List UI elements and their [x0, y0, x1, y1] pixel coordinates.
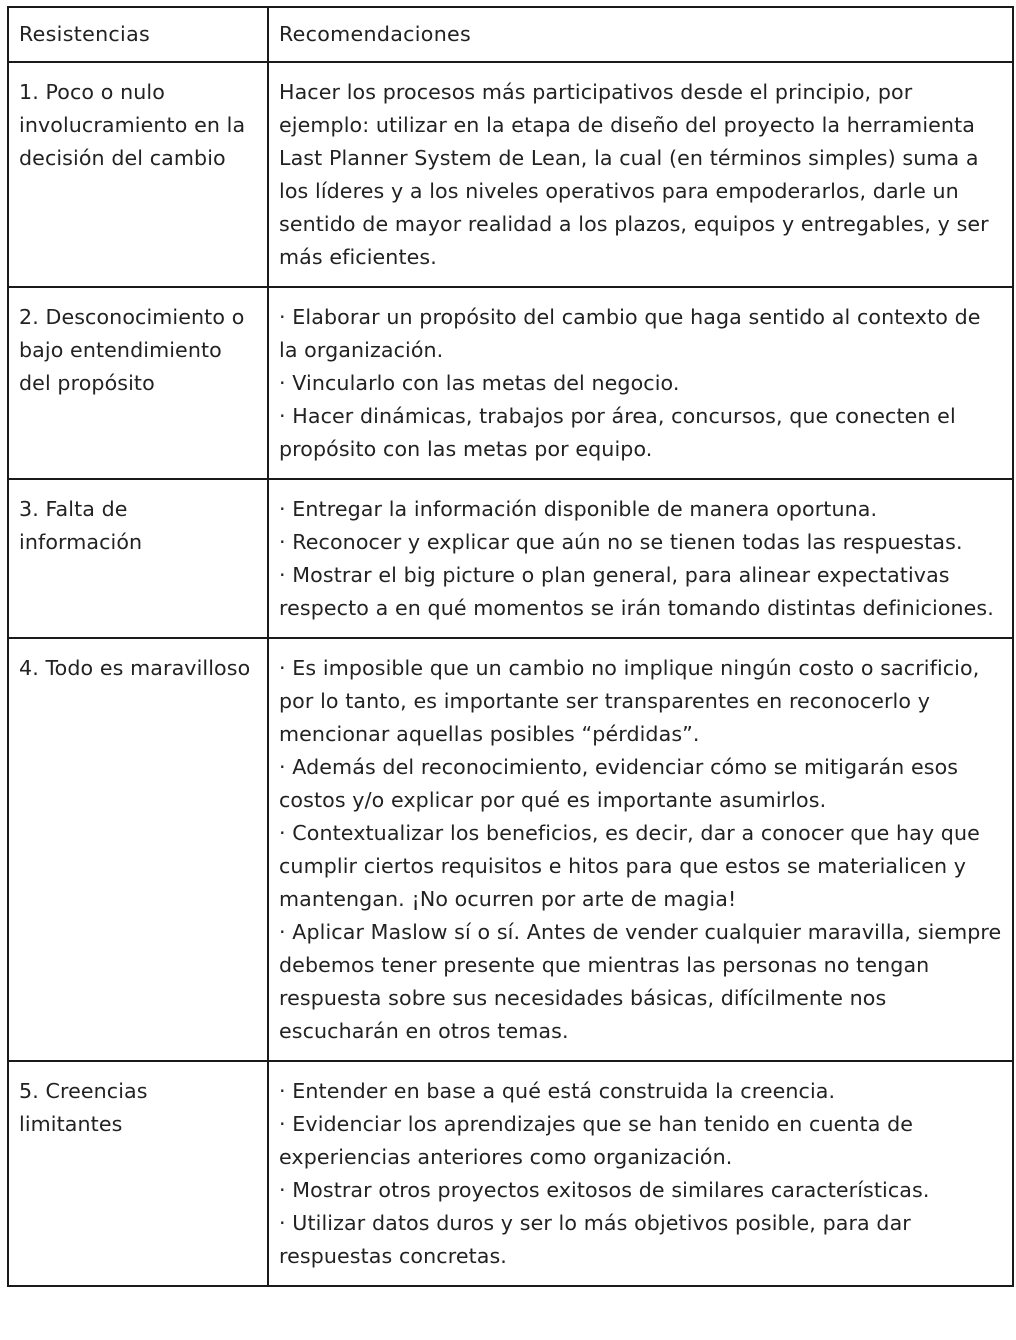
resistances-recommendations-table	[7, 6, 1014, 1287]
recommendation-item: · Utilizar datos duros y ser lo más objetivos posible, para dar respuestas concretas.	[279, 1211, 911, 1268]
table-row	[8, 62, 1013, 287]
recommendation-item: · Elaborar un propósito del cambio que haga sentido al contexto de la organización.	[279, 305, 981, 362]
table-row	[8, 479, 1013, 638]
resistance-cell: 4. Todo es maravilloso	[8, 638, 268, 1061]
recommendations-cell	[268, 638, 1013, 1061]
resistance-cell: 1. Poco o nulo involucramiento en la decisión del cambio	[8, 62, 268, 287]
recommendation-item: · Hacer dinámicas, trabajos por área, concursos, que conecten el propósito con las metas por equipo.	[279, 404, 956, 461]
recommendation-item: · Mostrar otros proyectos exitosos de similares características.	[279, 1178, 930, 1202]
recommendation-item: · Entregar la información disponible de manera oportuna.	[279, 497, 878, 521]
recommendation-item: · Es imposible que un cambio no implique ningún costo o sacrificio, por lo tanto, es importante ser transparentes en reconocerlo y mencionar aquellas posibles “pérdidas”.	[279, 656, 980, 746]
recommendation-item: · Reconocer y explicar que aún no se tienen todas las respuestas.	[279, 530, 963, 554]
recommendation-item: · Mostrar el big picture o plan general, para alinear expectativas respecto a en qué momentos se irán tomando distintas definiciones.	[279, 563, 994, 620]
table-row	[8, 638, 1013, 1061]
table-row	[8, 1061, 1013, 1286]
recommendation-item: · Entender en base a qué está construida la creencia.	[279, 1079, 836, 1103]
recommendation-item: · Vincularlo con las metas del negocio.	[279, 371, 680, 395]
resistance-cell: 5. Creencias limitantes	[8, 1061, 268, 1286]
recommendations-cell	[268, 479, 1013, 638]
resistance-cell: 3. Falta de información	[8, 479, 268, 638]
header-resistances: Resistencias	[8, 7, 268, 62]
recommendation-item: · Además del reconocimiento, evidenciar cómo se mitigarán esos costos y/o explicar por qué es importante asumirlos.	[279, 755, 959, 812]
recommendation-item: · Contextualizar los beneficios, es decir, dar a conocer que hay que cumplir ciertos requisitos e hitos para que estos se materialicen y mantengan. ¡No ocurren por arte de magia!	[279, 821, 980, 911]
recommendations-cell	[268, 62, 1013, 287]
recommendation-item: · Evidenciar los aprendizajes que se han tenido en cuenta de experiencias anteriores como organización.	[279, 1112, 914, 1169]
recommendations-cell	[268, 287, 1013, 479]
resistance-cell: 2. Desconocimiento o bajo entendimiento del propósito	[8, 287, 268, 479]
header-recommendations: Recomendaciones	[268, 7, 1013, 62]
table-header-row	[8, 7, 1013, 62]
recommendation-item: Hacer los procesos más participativos desde el principio, por ejemplo: utilizar en la etapa de diseño del proyecto la herramienta Last Planner System de Lean, la cual (en términos simples) suma a los líderes y a los niveles operativos para empoderarlos, darle un sentido de mayor realidad a los plazos, equipos y entregables, y ser más eficientes.	[279, 80, 989, 269]
recommendations-cell	[268, 1061, 1013, 1286]
table-row	[8, 287, 1013, 479]
recommendation-item: · Aplicar Maslow sí o sí. Antes de vender cualquier maravilla, siempre debemos tener presente que mientras las personas no tengan respuesta sobre sus necesidades básicas, difícilmente nos escucharán en otros temas.	[279, 920, 1002, 1043]
